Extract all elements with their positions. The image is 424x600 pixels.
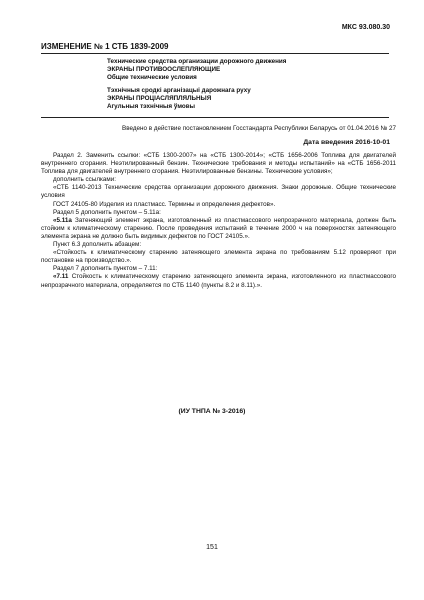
clause-number: «5.11а bbox=[53, 216, 72, 224]
russian-title-line2: ЭКРАНЫ ПРОТИВООСЛЕПЛЯЮЩИЕ bbox=[107, 66, 221, 73]
body-paragraph bbox=[41, 217, 396, 241]
body-paragraph: Пункт 6.3 дополнить абзацем: bbox=[53, 241, 142, 249]
body-paragraph: «СТБ 1140-2013 Технические средства организации дорожного движения. Знаки дорожные. Общие технические условия bbox=[41, 184, 396, 200]
body-paragraph: дополнить ссылками: bbox=[53, 176, 117, 184]
russian-title-line3: Общие технические условия bbox=[107, 74, 197, 81]
amendment-title: ИЗМЕНЕНИЕ № 1 СТБ 1839-2009 bbox=[41, 42, 169, 51]
clause-number: «7.11 bbox=[53, 273, 69, 281]
belarusian-title-line1: Тэхнічныя сродкі арганізацыі дарожнага руху bbox=[107, 87, 251, 94]
body-paragraph: Раздел 5 дополнить пунктом – 5.11а: bbox=[53, 208, 161, 216]
page-number: 151 bbox=[206, 544, 218, 551]
source-footnote: (ИУ ТНПА № 3-2016) bbox=[178, 408, 246, 415]
amendment-body bbox=[41, 152, 396, 290]
body-paragraph: ГОСТ 24105-80 Изделия из пластмасс. Термины и определения дефектов». bbox=[53, 200, 276, 208]
body-paragraph: Раздел 2. Заменить ссылки: «СТБ 1300-2007» на «СТБ 1300-2014»; «СТБ 1656-2006 Топлива для двигателей внутреннего сгорания. Неэтилированный бензин. Технические требования и методы испытаний» на «СТБ 1656-2011 Топлива для двигателей внутреннего сгорания. Неэтилированные бензины. Технические условия»; bbox=[41, 152, 396, 176]
enactment-note: Введено в действие постановлением Госстандарта Республики Беларусь от 01.04.2016 № 27 bbox=[122, 125, 396, 132]
russian-title-block bbox=[107, 58, 397, 82]
body-paragraph: «Стойкость к климатическому старению затеняющего элемента экрана по требованиям 5.12 проверяют при постановке на производство.». bbox=[41, 249, 396, 265]
effective-date: Дата введения 2016-10-01 bbox=[303, 139, 390, 146]
belarusian-title-line3: Агульныя тэхнічныя ўмовы bbox=[107, 103, 196, 110]
belarusian-title-line2: ЭКРАНЫ ПРОЦІАСЛЯПЛЯЛЬНЫЯ bbox=[107, 95, 212, 102]
clause-text: Затеняющий элемент экрана, изготовленный из пластмассового непрозрачного материала, должен быть стойким к климатическому старению. После проведения испытаний в течение 2000 ч на поверхностях затеняющего элемента экрана не должно быть видимых дефектов по ГОСТ 24105.». bbox=[41, 216, 396, 240]
body-paragraph bbox=[41, 273, 396, 289]
classification-code: МКС 93.080.30 bbox=[341, 24, 390, 31]
top-rule bbox=[41, 53, 389, 54]
russian-title-line1: Технические средства организации дорожного движения bbox=[107, 58, 287, 65]
belarusian-title-block bbox=[107, 87, 397, 111]
body-paragraph: Раздел 7 дополнить пунктом – 7.11: bbox=[53, 265, 158, 273]
bottom-rule bbox=[41, 117, 389, 118]
clause-text: Стойкость к климатическому старению затеняющего элемента экрана, изготовленного из пластмассового непрозрачного материала, определяется по СТБ 1140 (пункты 8.2 и 8.11).». bbox=[41, 273, 396, 289]
